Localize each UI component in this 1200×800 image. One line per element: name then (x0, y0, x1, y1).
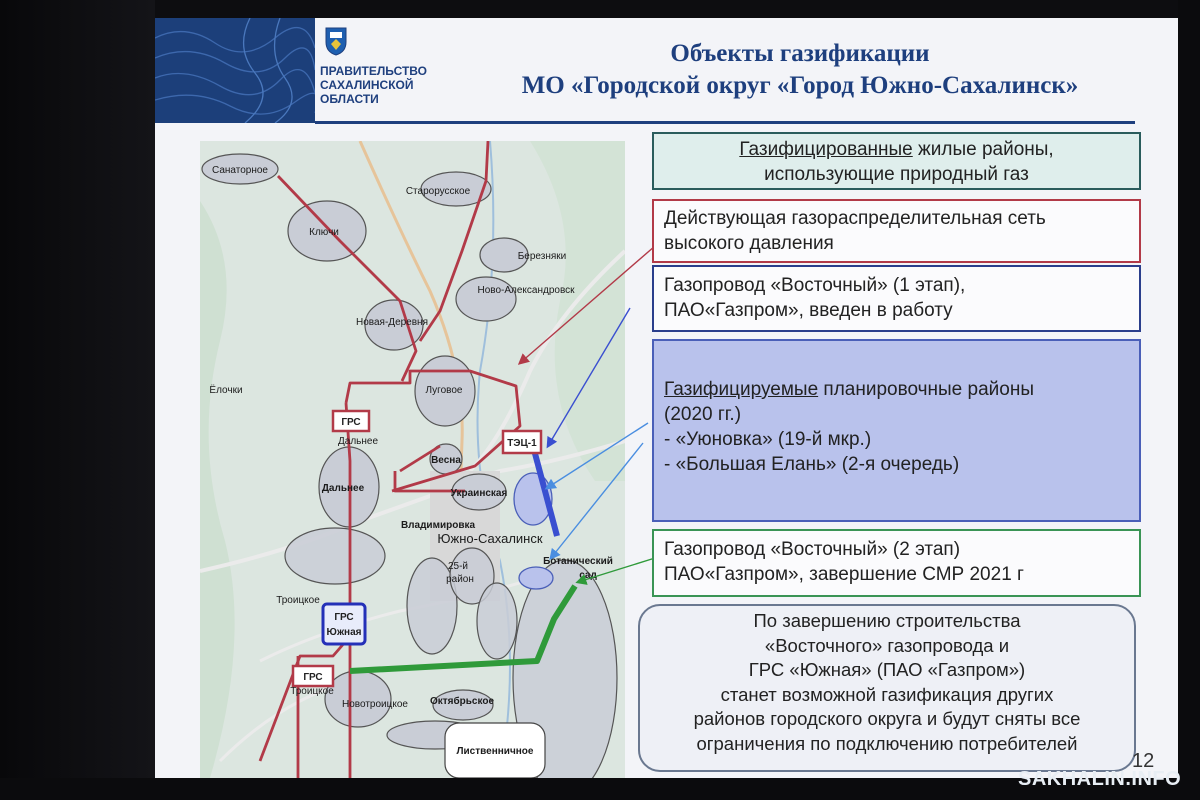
svg-text:ГРС: ГРС (341, 417, 361, 428)
slide-page-number: 12 (1132, 750, 1155, 772)
label-lugovoe: Луговое (425, 385, 463, 396)
legend-high-pressure-network: Действующая газораспределительная сеть высокого давления (652, 199, 1141, 263)
label-novo-aleksandrovsk: Ново-Александровск (477, 285, 575, 296)
label-ukrainskaya: Украинская (450, 488, 508, 499)
label-troitskoe-2: Троицкое (290, 686, 334, 697)
org-name: ПРАВИТЕЛЬСТВО САХАЛИНСКОЙ ОБЛАСТИ (320, 64, 428, 106)
label-listvennichnoe: Лиственничное (456, 746, 534, 757)
label-bereznyaki: Березняки (517, 251, 567, 262)
room-background-right (1178, 0, 1200, 800)
label-starorusskoe: Старорусское (405, 186, 471, 197)
label-oktyabrskoe: Октябрьское (429, 696, 495, 707)
label-vesna: Весна (431, 455, 461, 466)
watermark: SAKHALIN.INFO (1018, 768, 1182, 790)
label-dalnee-1: Дальнее (337, 436, 379, 447)
svg-text:ТЭЦ-1: ТЭЦ-1 (507, 438, 537, 449)
label-klyuchi: Ключи (309, 227, 339, 238)
svg-text:Южная: Южная (326, 627, 362, 638)
label-troitskoe: Троицкое (276, 595, 320, 606)
legend-pipeline-stage-1: Газопровод «Восточный» (1 этап), ПАО«Газпром», введен в работу (652, 265, 1141, 332)
legend-conclusion-note: По завершению строительства «Восточного» газопровода и ГРС «Южная» (ПАО «Газпром») станет возможной газификация других районов городского округа и будут сняты все ограничения по подключению потребителей (638, 604, 1136, 772)
label-botanic-a: Ботанический (543, 556, 613, 567)
label-district-25-a: 25-й (447, 561, 469, 572)
label-novaya-derevnya: Новая-Деревня (356, 317, 428, 328)
legend-planned-districts: Газифицируемые планировочные районы (2020 гг.) - «Уюновка» (19-й мкр.) - «Большая Елань» (2-я очередь) (652, 339, 1141, 522)
presentation-slide (155, 18, 1178, 778)
label-district-25-b: район (446, 574, 474, 585)
label-vladimirovka: Владимировка (400, 520, 476, 531)
svg-text:ГРС: ГРС (303, 672, 323, 683)
slide-title: Объекты газификации МО «Городской округ «Город Южно-Сахалинск» (521, 40, 1079, 99)
room-background-left (0, 0, 155, 800)
label-botanic-b: сад (579, 570, 597, 581)
legend-gasified-districts: Газифицированные жилые районы, использующие природный газ (652, 132, 1141, 190)
legend-pipeline-stage-2: Газопровод «Восточный» (2 этап) ПАО«Газпром», завершение СМР 2021 г (652, 529, 1141, 597)
svg-text:ГРС: ГРС (334, 612, 354, 623)
label-sanatornoe: Санаторное (212, 165, 268, 176)
label-yuzhno-sakhalinsk: Южно-Сахалинск (437, 531, 543, 546)
label-novotroitskoe: Новотроицкое (342, 699, 408, 710)
label-dalnee-2: Дальнее (321, 483, 365, 494)
label-elochki: Ёлочки (209, 385, 243, 396)
